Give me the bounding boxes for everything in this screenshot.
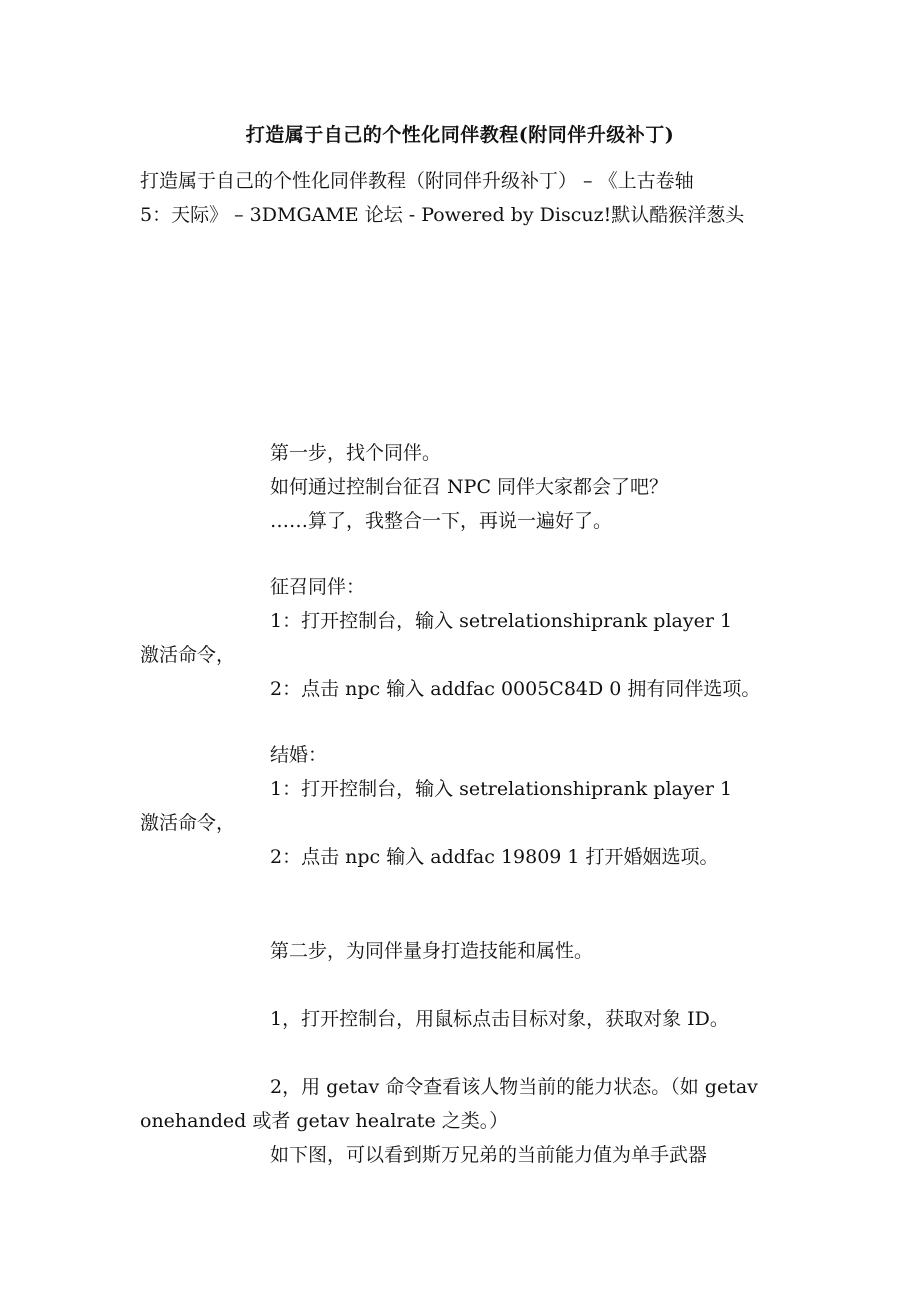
list-item-continuation: 激活命令， (140, 644, 236, 666)
list-item: 2：点击 npc 输入 addfac 19809 1 打开婚姻选项。 (270, 846, 719, 868)
recruit-heading: 征召同伴： (270, 576, 366, 598)
step1-heading: 第一步，找个同伴。 (270, 442, 442, 464)
document-subtitle (140, 164, 790, 232)
paragraph: 2，用 getav 命令查看该人物当前的能力状态。（如 getav (270, 1076, 758, 1098)
list-item: 1：打开控制台，输入 setrelationshiprank player 1 (270, 778, 733, 800)
subtitle-line: 5：天际》 – 3DMGAME 论坛 - Powered by Discuz!默认酷猴洋葱头 (140, 204, 745, 226)
list-item-continuation: 激活命令， (140, 812, 236, 834)
paragraph: ……算了，我整合一下，再说一遍好了。 (270, 510, 613, 532)
list-item: 2：点击 npc 输入 addfac 0005C84D 0 拥有同伴选项。 (270, 678, 761, 700)
subtitle-line: 打造属于自己的个性化同伴教程（附同伴升级补丁） – 《上古卷轴 (140, 170, 694, 192)
marry-heading: 结婚： (270, 744, 328, 766)
document-body (140, 436, 810, 1172)
paragraph-continuation: onehanded 或者 getav healrate 之类。） (140, 1110, 509, 1132)
document-title: 打造属于自己的个性化同伴教程(附同伴升级补丁) (245, 124, 675, 146)
step2-heading: 第二步，为同伴量身打造技能和属性。 (270, 940, 594, 962)
paragraph: 如何通过控制台征召 NPC 同伴大家都会了吧？ (270, 476, 669, 498)
paragraph: 如下图，可以看到斯万兄弟的当前能力值为单手武器 (270, 1144, 708, 1166)
list-item: 1：打开控制台，输入 setrelationshiprank player 1 (270, 610, 733, 632)
paragraph: 1，打开控制台，用鼠标点击目标对象，获取对象 ID。 (270, 1008, 729, 1030)
